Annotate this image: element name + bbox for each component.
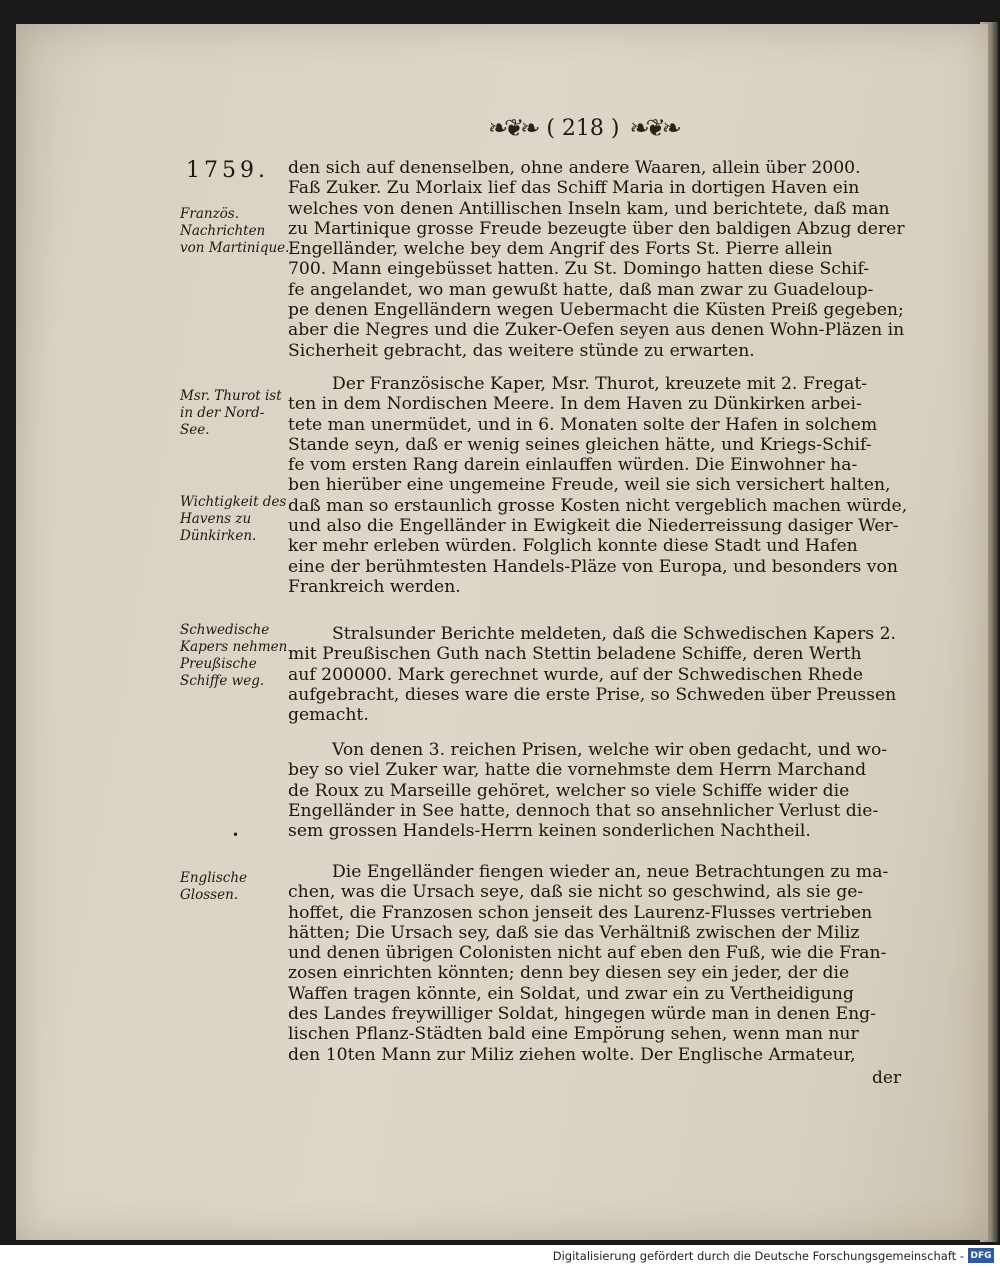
text-line: fe vom ersten Rang darein einlauffen würden. Die Einwohner ha-: [288, 455, 858, 476]
ornament-right: ❧❦❧: [629, 114, 678, 142]
year-marker: 1759.: [186, 158, 269, 183]
text-line: pe denen Engelländern wegen Uebermacht die Küsten Preiß gegeben;: [288, 300, 904, 321]
text-line: chen, was die Ursach seye, daß sie nicht so geschwind, als sie ge-: [288, 882, 864, 903]
text-line: Waffen tragen könnte, ein Soldat, und zwar ein zu Vertheidigung: [288, 983, 854, 1004]
footer-credit: Digitalisierung gefördert durch die Deutsche Forschungsgemeinschaft -: [552, 1249, 964, 1263]
ornament-left: ❧❦❧: [488, 114, 537, 142]
text-line: Sicherheit gebracht, das weitere stünde zu erwarten.: [288, 340, 755, 361]
paragraph: [288, 374, 920, 597]
text-line: den sich auf denenselben, ohne andere Waaren, allein über 2000.: [288, 158, 861, 178]
page-header: [488, 112, 718, 144]
text-line: zu Martinique grosse Freude bezeugte über den baldigen Abzug derer: [288, 218, 905, 239]
paragraph: [288, 624, 920, 725]
text-line: lischen Pflanz-Städten bald eine Empörung sehen, wenn man nur: [288, 1024, 859, 1045]
paragraph: [288, 158, 920, 361]
text-line: zosen einrichten könnten; denn bey diesen sey ein jeder, der die: [288, 963, 850, 984]
stray-mark: •: [232, 828, 240, 842]
text-line: Engelländer in See hatte, dennoch that so ansehnlicher Verlust die-: [288, 800, 879, 821]
text-line: aber die Negres und die Zuker-Oefen seyen aus denen Wohn-Pläzen in: [288, 320, 905, 341]
page-number: ( 218 ): [546, 115, 620, 141]
catchword: der: [872, 1068, 902, 1088]
text-line: bey so viel Zuker war, hatte die vornehmste dem Herrn Marchand: [288, 760, 867, 781]
text-line: gemacht.: [288, 705, 369, 726]
text-line: Stande seyn, daß er wenig seines gleichen hätte, und Kriegs-Schif-: [288, 434, 872, 455]
text-line: des Landes freywilliger Soldat, hingegen würde man in denen Eng-: [288, 1004, 876, 1025]
text-line: fe angelandet, wo man gewußt hatte, daß man zwar zu Guadeloup-: [288, 279, 874, 300]
text-line: auf 200000. Mark gerechnet wurde, auf der Schwedischen Rhede: [288, 664, 864, 685]
text-line: ten in dem Nordischen Meere. In dem Haven zu Dünkirken arbei-: [288, 394, 862, 415]
margin-note: Msr. Thurot ist in der Nord-See.: [180, 388, 282, 438]
margin-note: Wichtigkeit des Havens zu Dünkirken.: [180, 494, 287, 544]
text-line: Faß Zuker. Zu Morlaix lief das Schiff Maria in dortigen Haven ein: [288, 178, 860, 199]
text-line: daß man so erstaunlich grosse Kosten nicht vergeblich machen würde,: [288, 495, 908, 516]
text-line: ker mehr erleben würden. Folglich konnte diese Stadt und Hafen: [288, 536, 858, 557]
text-line: hoffet, die Franzosen schon jenseit des Laurenz-Flusses vertrieben: [288, 902, 873, 923]
margin-note: Englische Glossen.: [180, 870, 247, 903]
text-line: eine der berühmtesten Handels-Pläze von Europa, und besonders von: [288, 556, 898, 577]
text-line: hätten; Die Ursach sey, daß sie das Verhältniß zwischen der Miliz: [288, 922, 860, 943]
paragraph: [288, 740, 920, 841]
footer-bar: [0, 1245, 1000, 1267]
text-line: Frankreich werden.: [288, 576, 461, 597]
text-line: ben hierüber eine ungemeine Freude, weil sie sich versichert halten,: [288, 475, 891, 496]
text-line: den 10ten Mann zur Miliz ziehen wolte. Der Englische Armateur,: [288, 1044, 856, 1065]
dfg-logo[interactable]: DFG: [968, 1248, 994, 1263]
text-line: und also die Engelländer in Ewigkeit die Niederreissung dasiger Wer-: [288, 516, 899, 537]
margin-note: Französ. Nachrichten von Martinique.: [180, 206, 290, 256]
text-line: tete man unermüdet, und in 6. Monaten solte der Hafen in solchem: [288, 414, 878, 435]
text-line: Die Engelländer fiengen wieder an, neue Betrachtungen zu ma-: [332, 862, 889, 882]
text-line: 700. Mann eingebüsset hatten. Zu St. Domingo hatten diese Schif-: [288, 259, 870, 280]
text-line: mit Preußischen Guth nach Stettin beladene Schiffe, deren Werth: [288, 644, 862, 665]
text-line: welches von denen Antillischen Inseln kam, und berichtete, daß man: [288, 198, 890, 219]
text-line: de Roux zu Marseille gehöret, welcher so viele Schiffe wider die: [288, 780, 850, 801]
margin-note: Schwedische Kapers nehmen Preußische Schiffe weg.: [180, 622, 288, 689]
text-line: sem grossen Handels-Herrn keinen sonderlichen Nachtheil.: [288, 821, 811, 842]
text-line: und denen übrigen Colonisten nicht auf eben den Fuß, wie die Fran-: [288, 943, 887, 964]
text-line: Stralsunder Berichte meldeten, daß die Schwedischen Kapers 2.: [332, 624, 896, 644]
text-line: Der Französische Kaper, Msr. Thurot, kreuzete mit 2. Fregat-: [332, 374, 868, 394]
text-line: Engelländer, welche bey dem Angrif des Forts St. Pierre allein: [288, 239, 833, 260]
paragraph: [288, 862, 920, 1065]
text-line: aufgebracht, dieses ware die erste Prise, so Schweden über Preussen: [288, 684, 897, 705]
text-line: Von denen 3. reichen Prisen, welche wir oben gedacht, und wo-: [332, 740, 888, 760]
